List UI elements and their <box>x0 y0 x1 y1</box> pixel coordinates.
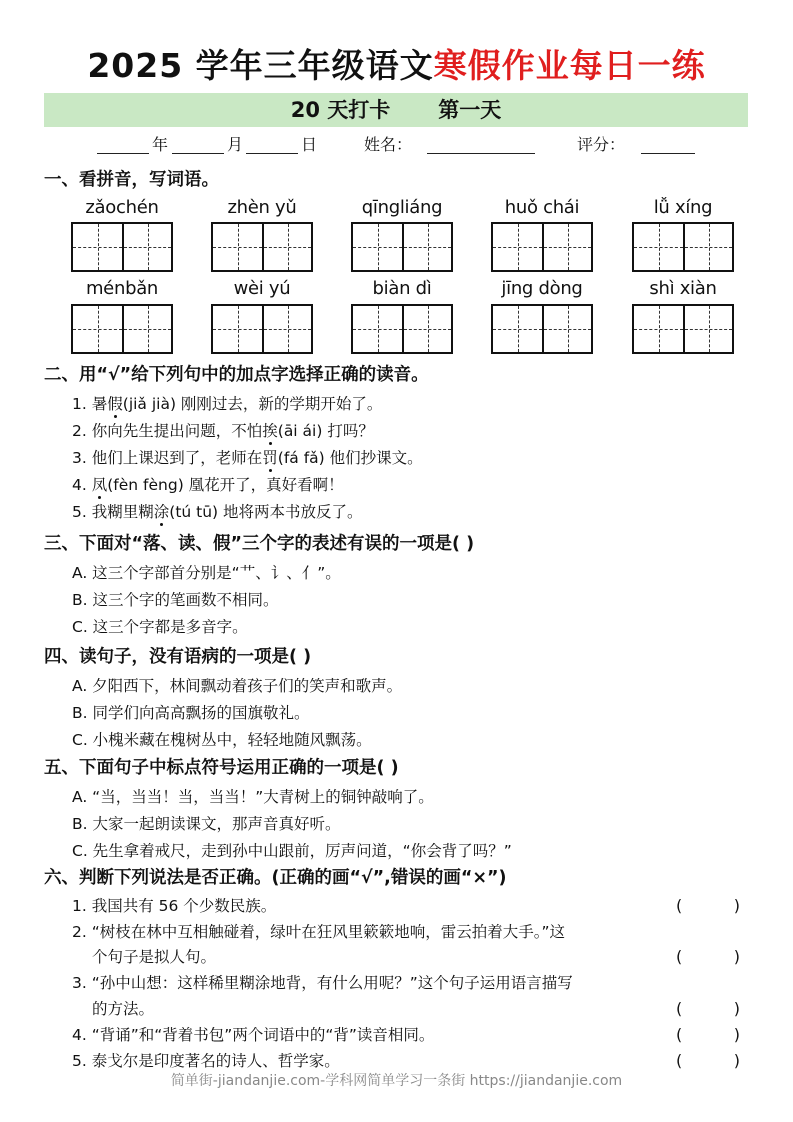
section2-heading: 二、用“√”给下列句中的加点字选择正确的读音。 <box>44 365 429 385</box>
section6-heading: 六、判断下列说法是否正确。(正确的画“√”,错误的画“×”) <box>44 868 507 888</box>
name-label: 姓名： <box>364 135 413 154</box>
answer-paren[interactable]: ( ) <box>676 896 740 915</box>
watermark: 简单街-jiandanjie.com-学科网简单学习一条街 https://jiandanjie.com <box>170 1073 623 1089</box>
pronunciation-item[interactable]: 3. 他们上课迟到了，老师在罚(fá fǎ) 他们抄课文。 <box>72 449 423 467</box>
pinyin-label: wèi yú <box>233 278 291 299</box>
writing-grid[interactable] <box>211 222 313 272</box>
year-blank[interactable] <box>97 134 149 154</box>
checkin-label: 20 天打卡 <box>290 98 391 122</box>
pinyin-label: shì xiàn <box>649 278 717 299</box>
day-label-info: 日 <box>301 135 318 154</box>
pronunciation-item[interactable]: 5. 我糊里糊涂(tú tū) 地将两本书放反了。 <box>72 503 363 521</box>
student-info-line <box>0 132 793 158</box>
pinyin-label: jīng dòng <box>501 278 583 299</box>
pinyin-label: huǒ chái <box>504 197 580 218</box>
choice-option[interactable]: B. 这三个字的笔画数不相同。 <box>72 591 279 609</box>
score-blank[interactable] <box>641 134 695 154</box>
year-label: 年 <box>152 135 169 154</box>
answer-paren[interactable]: ( ) <box>676 999 740 1018</box>
choice-option[interactable]: B. 大家一起朗读课文，那声音真好听。 <box>72 815 341 833</box>
day-banner <box>44 93 748 127</box>
section5-heading: 五、下面句子中标点符号运用正确的一项是( ) <box>44 758 399 778</box>
judgment-item-cont: 的方法。 <box>92 1000 155 1018</box>
writing-grid[interactable] <box>351 222 453 272</box>
pinyin-label: zhèn yǔ <box>227 197 297 218</box>
judgment-item-cont: 个句子是拟人句。 <box>92 948 217 966</box>
choice-option[interactable]: A. “当，当当！当，当当！”大青树上的铜钟敲响了。 <box>72 788 434 806</box>
dotted-character: 假 <box>107 395 123 413</box>
pinyin-label: qīngliáng <box>361 197 443 218</box>
score-label: 评分： <box>577 135 626 154</box>
writing-grid[interactable] <box>71 304 173 354</box>
dotted-character: 涂 <box>153 503 170 521</box>
judgment-item: 5. 泰戈尔是印度著名的诗人、哲学家。 <box>72 1052 340 1070</box>
choice-option[interactable]: A. 夕阳西下，林间飘动着孩子们的笑声和歌声。 <box>72 677 403 695</box>
judgment-item: 3. “孙中山想：这样稀里糊涂地背，有什么用呢？”这个句子运用语言描写 <box>72 974 573 992</box>
writing-grid[interactable] <box>211 304 313 354</box>
choice-option[interactable]: C. 小槐米藏在槐树丛中，轻轻地随风飘荡。 <box>72 731 372 749</box>
pinyin-label: zǎochén <box>85 197 159 218</box>
judgment-item: 4. “背诵”和“背着书包”两个词语中的“背”读音相同。 <box>72 1026 435 1044</box>
writing-grid[interactable] <box>351 304 453 354</box>
pronunciation-item[interactable]: 2. 你向先生提出问题，不怕挨(āi ái) 打吗？ <box>72 422 374 440</box>
judgment-item: 2. “树枝在林中互相触碰着，绿叶在狂风里簌簌地响，雷云拍着大手。”这 <box>72 923 566 941</box>
pronunciation-item[interactable]: 1. 暑假(jiǎ jià) 刚刚过去，新的学期开始了。 <box>72 395 383 413</box>
pronunciation-item[interactable]: 4. 凤(fèn fèng) 凰花开了，真好看啊！ <box>72 476 344 494</box>
writing-grid[interactable] <box>632 222 734 272</box>
name-blank[interactable] <box>427 134 535 154</box>
writing-grid[interactable] <box>632 304 734 354</box>
month-label: 月 <box>227 135 244 154</box>
dotted-character: 凤 <box>91 476 108 494</box>
answer-paren[interactable]: ( ) <box>676 947 740 966</box>
title-grade-subject: 2025 学年三年级语文 <box>87 46 434 85</box>
section1-heading: 一、看拼音，写词语。 <box>44 170 219 190</box>
choice-option[interactable]: B. 同学们向高高飘扬的国旗敬礼。 <box>72 704 310 722</box>
judgment-item: 1. 我国共有 56 个少数民族。 <box>72 897 277 915</box>
section3-heading: 三、下面对“落、读、假”三个字的表述有误的一项是( ) <box>44 534 475 554</box>
month-blank[interactable] <box>172 134 224 154</box>
worksheet-title <box>0 46 793 86</box>
pinyin-label: biàn dì <box>372 278 432 299</box>
title-homework: 寒假作业每日一练 <box>433 46 706 85</box>
day-blank[interactable] <box>246 134 298 154</box>
day-label: 第一天 <box>438 98 502 122</box>
choice-option[interactable]: C. 先生拿着戒尺，走到孙中山跟前，厉声问道，“你会背了吗？” <box>72 842 512 860</box>
section4-heading: 四、读句子，没有语病的一项是( ) <box>44 647 312 667</box>
dotted-character: 罚 <box>262 449 278 467</box>
dotted-character: 挨 <box>262 422 278 440</box>
choice-option[interactable]: C. 这三个字都是多音字。 <box>72 618 248 636</box>
answer-paren[interactable]: ( ) <box>676 1051 740 1070</box>
pinyin-label: ménbǎn <box>85 278 159 299</box>
writing-grid[interactable] <box>71 222 173 272</box>
writing-grid[interactable] <box>491 304 593 354</box>
answer-paren[interactable]: ( ) <box>676 1025 740 1044</box>
choice-option[interactable]: A. 这三个字部首分别是“艹、讠、亻”。 <box>72 564 341 582</box>
pinyin-label: lǚ xíng <box>653 197 713 218</box>
writing-grid[interactable] <box>491 222 593 272</box>
